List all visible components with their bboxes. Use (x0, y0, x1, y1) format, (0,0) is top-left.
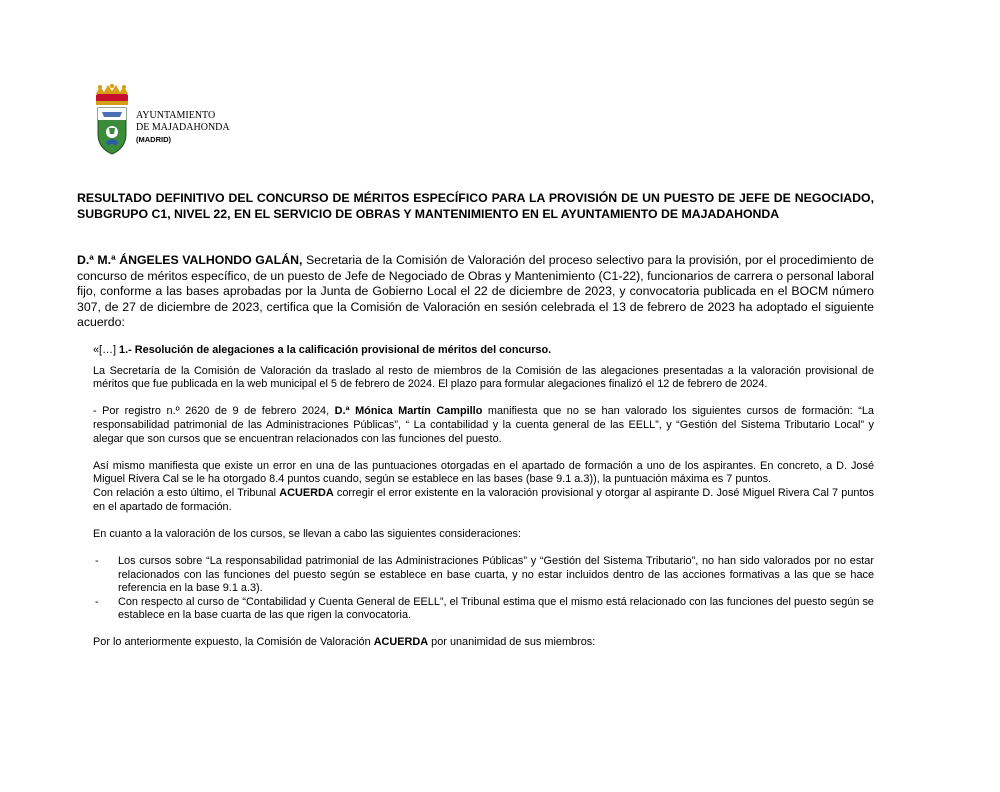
list-item-text: Con respecto al curso de “Contabilidad y Cuenta General de EELL”, el Tribunal estima que el mismo está relacionado con las funciones del puesto según se establece en la base cuarta de las que rigen la convocatoria. (118, 595, 874, 622)
considerations-list (93, 555, 874, 623)
logo-line-3: (MADRID) (136, 135, 171, 144)
resolution-heading-text: 1.- Resolución de alegaciones a la calificación provisional de méritos del concurso. (119, 344, 552, 356)
paragraph-error: Así mismo manifiesta que existe un error en una de las puntuaciones otorgadas en el apartado de formación a uno de los aspirantes. En concreto, a D. José Miguel Rivera Cal se le ha otorgado 8.4 puntos cuando, según se establece en las bases (base 9.1 a.3)), la puntuación máxima es 7 puntos. (93, 459, 874, 486)
bullet-marker: - (95, 554, 99, 567)
claimant-name: D.ª Mónica Martín Campillo (334, 405, 483, 418)
conclusion-post: por unanimidad de sus miembros: (428, 636, 596, 649)
intro-paragraph (77, 253, 874, 331)
paragraph-conclusion (93, 636, 874, 650)
letterhead (92, 84, 292, 160)
correccion-pre: Con relación a esto último, el Tribunal (93, 486, 280, 499)
paragraph-correccion (93, 487, 874, 514)
intro-text: Secretaria de la Comisión de Valoración del proceso selectivo para la provisión, por el procedimiento de concurso de méritos específico, de un puesto de Jefe de Negociado de Obras y Mantenimiento (C1-22), funcionarios de carrera o personal laboral fijo, conforme a las bases aprobadas por la Junta de Gobierno Local el 22 de diciembre de 2023, y convocatoria publicada en el BOCM número 307, de 27 de diciembre de 2023, certifica que la Comisión de Valoración en sesión celebrada el 13 de febrero de 2023 ha adoptado el siguiente acuerdo: (77, 253, 875, 330)
secretary-name: D.ª M.ª ÁNGELES VALHONDO GALÁN, (77, 253, 303, 267)
logo-line-1: AYUNTAMIENTO (136, 110, 216, 121)
list-item (93, 596, 874, 623)
document-title: RESULTADO DEFINITIVO DEL CONCURSO DE MÉRITOS ESPECÍFICO PARA LA PROVISIÓN DE UN PUESTO DE JEFE DE NEGOCIADO, SUBGRUPO C1, NIVEL 22, EN EL SERVICIO DE OBRAS Y MANTENIMIENTO EN EL AYUNTAMIENTO DE MAJADAHONDA (77, 191, 874, 221)
paragraph-registro (93, 405, 874, 446)
conclusion-pre: Por lo anteriormente expuesto, la Comisión de Valoración (93, 636, 374, 649)
paragraph-traslado: La Secretaría de la Comisión de Valoración da traslado al resto de miembros de la Comisión de las alegaciones presentadas a la valoración provisional de méritos que fue publicada en la web municipal el 5 de febrero de 2024. El plazo para formular alegaciones finalizó el 12 de febrero de 2024. (93, 364, 874, 391)
correccion-post: corregir el error existente en la valoración provisional y otorgar al aspirante D. José Miguel Rivera Cal 7 puntos en el apartado de formación. (93, 486, 874, 513)
list-item (93, 555, 874, 596)
registro-post: manifiesta que no se han valorado los siguientes cursos de formación: “La responsabilidad patrimonial de las Administraciones Públicas”, “ La contabilidad y la cuenta general de las EELL”, y “Gestión del Sistema Tributario Local” y alegar que son cursos que se encuentran relacionados con las funciones del puesto. (93, 405, 874, 445)
quote-open: «[…] (93, 344, 120, 356)
resolution-heading (93, 344, 874, 358)
acuerda-label: ACUERDA (279, 486, 334, 499)
quoted-agreement (93, 344, 874, 650)
paragraph-consideraciones: En cuanto a la valoración de los cursos, se llevan a cabo las siguientes consideraciones: (93, 527, 522, 540)
registro-pre: - Por registro n.º 2620 de 9 de febrero 2024, (93, 405, 335, 418)
bullet-marker: - (95, 595, 99, 608)
list-item-text: Los cursos sobre “La responsabilidad patrimonial de las Administraciones Públicas” y “Gestión del Sistema Tributario”, no han sido valorados por no estar relacionados con las funciones del puesto según se establece en base cuarta, y no estar incluidos dentro de las acciones formativas a las que se hace referencia en la base 9.1 a.3). (118, 554, 874, 595)
institution-name (136, 110, 230, 145)
acuerda-label-final: ACUERDA (373, 636, 429, 649)
logo-line-2: DE MAJADAHONDA (136, 122, 230, 133)
coat-of-arms-icon (92, 84, 132, 156)
